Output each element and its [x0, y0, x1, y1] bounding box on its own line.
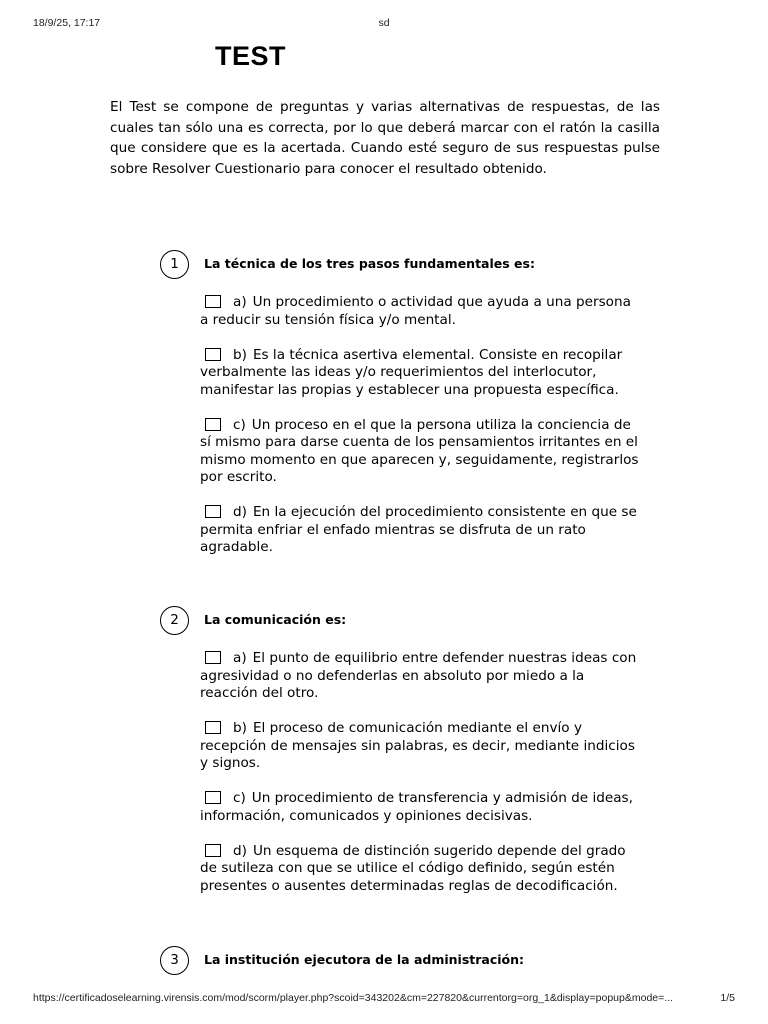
page-title: TEST: [215, 41, 287, 71]
question-text: La técnica de los tres pasos fundamentales es:: [204, 256, 535, 271]
print-url: https://certificadoselearning.virensis.com/mod/scorm/player.php?scoid=343202&cm=227820&currentorg=org_1&display=popup&mode=...: [33, 992, 674, 1004]
question-number-badge: 2: [160, 606, 189, 635]
option-letter: c): [233, 416, 246, 433]
answer-option-2a: [200, 650, 640, 703]
print-date: 18/9/25, 17:17: [33, 17, 101, 29]
option-text: Un procedimiento o actividad que ayuda a una persona a reducir su tensión física y/o mental.: [200, 294, 631, 328]
answer-option-1a: [200, 294, 640, 329]
answer-checkbox[interactable]: [205, 721, 221, 734]
option-text: Un proceso en el que la persona utiliza la conciencia de sí mismo para darse cuenta de los pensamientos irritantes en el mismo momento en que aparecen y, seguidamente, registrarlos por escrito.: [200, 416, 639, 485]
answer-checkbox[interactable]: [205, 348, 221, 361]
option-text: Un esquema de distinción sugerido depende del grado de sutileza con que se utilice el código definido, según estén presentes o ausentes determinadas reglas de decodificación.: [200, 842, 626, 894]
option-letter: b): [233, 346, 247, 363]
question-text: La institución ejecutora de la administración:: [204, 952, 525, 967]
answer-checkbox[interactable]: [205, 295, 221, 308]
question-2: [160, 606, 650, 895]
option-letter: b): [233, 720, 247, 736]
option-letter: c): [233, 790, 246, 806]
question-1: [160, 250, 650, 557]
answer-checkbox[interactable]: [205, 791, 221, 804]
answer-option-1c: [200, 417, 640, 487]
answer-checkbox[interactable]: [205, 418, 221, 431]
answer-checkbox[interactable]: [205, 844, 221, 857]
print-footer: [33, 992, 735, 1006]
option-letter: d): [233, 842, 247, 859]
option-text: Un procedimiento de transferencia y admisión de ideas, información, comunicados y opiniones decisivas.: [200, 790, 633, 824]
option-text: El proceso de comunicación mediante el envío y recepción de mensajes sin palabras, es decir, mediante indicios y signos.: [200, 720, 635, 771]
answer-checkbox[interactable]: [205, 651, 221, 664]
option-letter: a): [233, 650, 247, 666]
option-text: El punto de equilibrio entre defender nuestras ideas con agresividad o no defenderlas en absoluto por miedo a la reacción del otro.: [200, 650, 637, 701]
answer-option-1b: [200, 347, 640, 400]
option-letter: a): [233, 294, 247, 310]
answer-option-2c: [200, 790, 640, 825]
page-number: 1/5: [720, 992, 735, 1004]
answer-option-1d: [200, 504, 640, 557]
answer-checkbox[interactable]: [205, 505, 221, 518]
answer-option-2b: [200, 720, 640, 773]
test-instructions: El Test se compone de preguntas y varias alternativas de respuestas, de las cuales tan sólo una es correcta, por lo que deberá marcar con el ratón la casilla que considere que es la acertada. Cuando esté seguro de sus respuestas pulse sobre Resolver Cuestionario para conocer el resultado obtenido.: [110, 99, 660, 177]
option-text: Es la técnica asertiva elemental. Consiste en recopilar verbalmente las ideas y/o requerimientos del interlocutor, manifestar las propias y establecer una propuesta específica.: [200, 346, 623, 398]
print-header: [33, 17, 735, 31]
question-text: La comunicación es:: [204, 612, 347, 627]
question-3: [160, 946, 650, 974]
question-number-badge: 3: [160, 946, 189, 975]
option-letter: d): [233, 504, 247, 520]
option-text: En la ejecución del procedimiento consistente en que se permita enfriar el enfado mientras se disfruta de un rato agradable.: [200, 504, 637, 555]
question-number-badge: 1: [160, 250, 189, 279]
answer-option-2d: [200, 843, 640, 896]
print-document-title: sd: [378, 17, 390, 29]
